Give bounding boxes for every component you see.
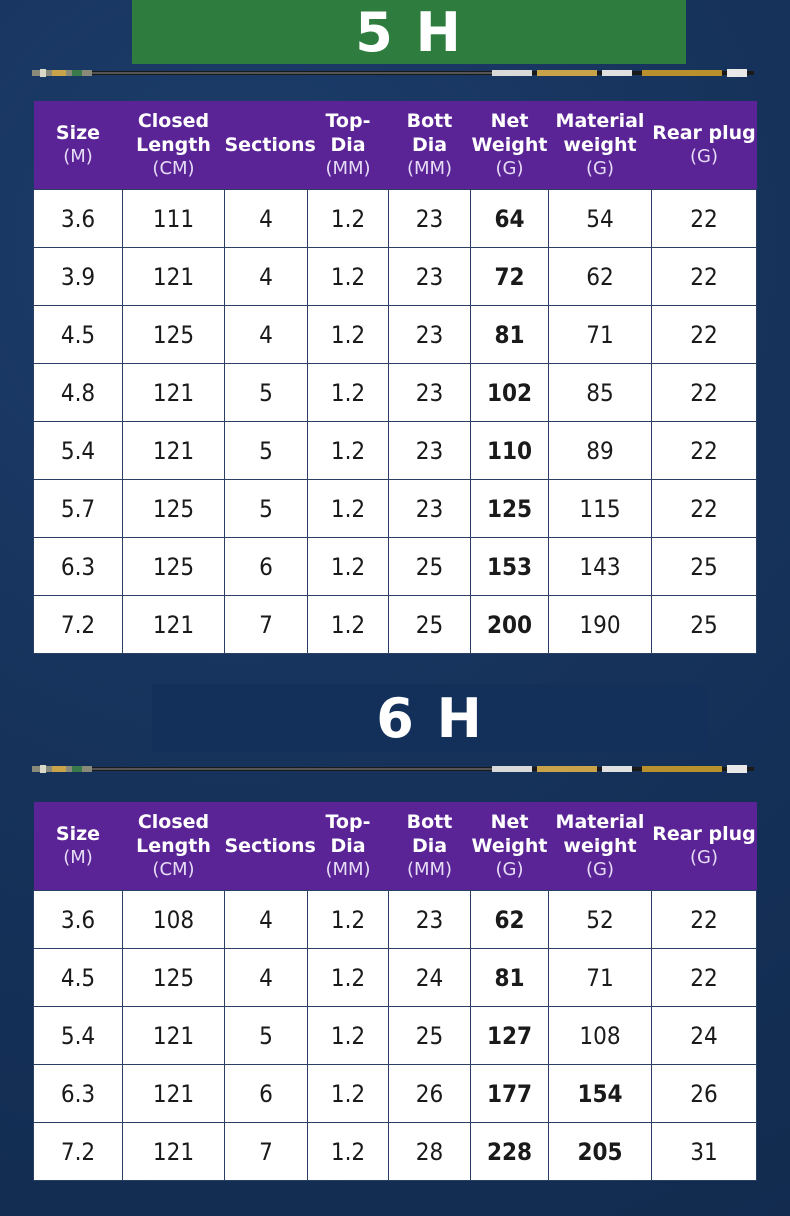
table-row xyxy=(34,596,757,654)
cell: 1.2 xyxy=(308,422,389,480)
cell: 28 xyxy=(389,1123,471,1181)
cell: 108 xyxy=(123,891,225,949)
cell: 26 xyxy=(652,1065,757,1123)
cell: 26 xyxy=(389,1065,471,1123)
cell: 190 xyxy=(549,596,652,654)
cell: 121 xyxy=(123,1123,225,1181)
cell: 121 xyxy=(123,422,225,480)
cell: 25 xyxy=(652,596,757,654)
header-size: Size (M) xyxy=(34,101,123,190)
cell: 6 xyxy=(225,1065,308,1123)
cell: 127 xyxy=(471,1007,549,1065)
header-net-weight: Net Weight (G) xyxy=(471,802,549,891)
header-closed-length: Closed Length (CM) xyxy=(123,802,225,891)
table-row xyxy=(34,248,757,306)
cell: 54 xyxy=(549,190,652,248)
cell: 5 xyxy=(225,480,308,538)
cell: 125 xyxy=(123,949,225,1007)
cell: 3.6 xyxy=(34,190,123,248)
header-sections: Sections xyxy=(225,101,308,190)
cell: 64 xyxy=(471,190,549,248)
cell: 22 xyxy=(652,190,757,248)
cell: 153 xyxy=(471,538,549,596)
cell: 121 xyxy=(123,1007,225,1065)
cell: 3.9 xyxy=(34,248,123,306)
cell: 1.2 xyxy=(308,306,389,364)
cell: 22 xyxy=(652,891,757,949)
cell: 1.2 xyxy=(308,596,389,654)
cell: 1.2 xyxy=(308,480,389,538)
cell: 5.4 xyxy=(34,1007,123,1065)
cell: 121 xyxy=(123,1065,225,1123)
cell: 22 xyxy=(652,480,757,538)
cell: 6.3 xyxy=(34,538,123,596)
cell: 24 xyxy=(652,1007,757,1065)
cell: 24 xyxy=(389,949,471,1007)
cell: 71 xyxy=(549,306,652,364)
cell: 1.2 xyxy=(308,1065,389,1123)
cell: 4 xyxy=(225,190,308,248)
cell: 23 xyxy=(389,190,471,248)
table-row xyxy=(34,891,757,949)
cell: 4 xyxy=(225,891,308,949)
fishing-rod-image xyxy=(32,67,754,79)
cell: 3.6 xyxy=(34,891,123,949)
cell: 4 xyxy=(225,248,308,306)
table-row xyxy=(34,306,757,364)
cell: 1.2 xyxy=(308,891,389,949)
cell: 121 xyxy=(123,248,225,306)
cell: 71 xyxy=(549,949,652,1007)
cell: 5.7 xyxy=(34,480,123,538)
cell: 72 xyxy=(471,248,549,306)
table-header-row xyxy=(34,802,757,891)
header-sections: Sections xyxy=(225,802,308,891)
table-header-row xyxy=(34,101,757,190)
cell: 1.2 xyxy=(308,248,389,306)
cell: 4.5 xyxy=(34,306,123,364)
cell: 81 xyxy=(471,949,549,1007)
cell: 85 xyxy=(549,364,652,422)
cell: 121 xyxy=(123,596,225,654)
cell: 5 xyxy=(225,364,308,422)
cell: 125 xyxy=(123,538,225,596)
cell: 23 xyxy=(389,480,471,538)
cell: 5.4 xyxy=(34,422,123,480)
cell: 81 xyxy=(471,306,549,364)
cell: 23 xyxy=(389,364,471,422)
cell: 154 xyxy=(549,1065,652,1123)
header-net-weight: Net Weight (G) xyxy=(471,101,549,190)
cell: 1.2 xyxy=(308,1007,389,1065)
header-rear-plug: Rear plug (G) xyxy=(652,101,757,190)
cell: 4.8 xyxy=(34,364,123,422)
cell: 121 xyxy=(123,364,225,422)
header-material-weight: Material weight (G) xyxy=(549,802,652,891)
table-row xyxy=(34,949,757,1007)
cell: 22 xyxy=(652,949,757,1007)
cell: 111 xyxy=(123,190,225,248)
cell: 23 xyxy=(389,248,471,306)
cell: 6 xyxy=(225,538,308,596)
cell: 102 xyxy=(471,364,549,422)
cell: 110 xyxy=(471,422,549,480)
cell: 52 xyxy=(549,891,652,949)
cell: 89 xyxy=(549,422,652,480)
header-closed-length: Closed Length (CM) xyxy=(123,101,225,190)
cell: 23 xyxy=(389,891,471,949)
cell: 4 xyxy=(225,949,308,1007)
cell: 22 xyxy=(652,248,757,306)
table-row xyxy=(34,190,757,248)
cell: 1.2 xyxy=(308,364,389,422)
cell: 25 xyxy=(652,538,757,596)
header-bott-dia: Bott Dia (MM) xyxy=(389,802,471,891)
cell: 23 xyxy=(389,422,471,480)
cell: 7.2 xyxy=(34,1123,123,1181)
header-top-dia: Top- Dia (MM) xyxy=(308,802,389,891)
cell: 115 xyxy=(549,480,652,538)
table-row xyxy=(34,538,757,596)
cell: 6.3 xyxy=(34,1065,123,1123)
cell: 228 xyxy=(471,1123,549,1181)
cell: 22 xyxy=(652,422,757,480)
cell: 5 xyxy=(225,1007,308,1065)
spec-table-5h xyxy=(33,101,757,654)
cell: 1.2 xyxy=(308,949,389,1007)
cell: 22 xyxy=(652,306,757,364)
cell: 108 xyxy=(549,1007,652,1065)
header-material-weight: Material weight (G) xyxy=(549,101,652,190)
table-row xyxy=(34,1123,757,1181)
cell: 25 xyxy=(389,596,471,654)
cell: 25 xyxy=(389,538,471,596)
cell: 125 xyxy=(471,480,549,538)
cell: 23 xyxy=(389,306,471,364)
cell: 1.2 xyxy=(308,190,389,248)
cell: 177 xyxy=(471,1065,549,1123)
cell: 31 xyxy=(652,1123,757,1181)
header-rear-plug: Rear plug (G) xyxy=(652,802,757,891)
spec-table-6h xyxy=(33,802,757,1181)
header-bott-dia: Bott Dia (MM) xyxy=(389,101,471,190)
cell: 22 xyxy=(652,364,757,422)
header-top-dia: Top- Dia (MM) xyxy=(308,101,389,190)
cell: 205 xyxy=(549,1123,652,1181)
table-row xyxy=(34,422,757,480)
cell: 200 xyxy=(471,596,549,654)
cell: 5 xyxy=(225,422,308,480)
cell: 7 xyxy=(225,1123,308,1181)
table-row xyxy=(34,364,757,422)
cell: 7.2 xyxy=(34,596,123,654)
cell: 125 xyxy=(123,480,225,538)
cell: 143 xyxy=(549,538,652,596)
header-size: Size (M) xyxy=(34,802,123,891)
cell: 4.5 xyxy=(34,949,123,1007)
cell: 1.2 xyxy=(308,1123,389,1181)
section-title-6h: 6 H xyxy=(152,684,708,752)
cell: 7 xyxy=(225,596,308,654)
table-row xyxy=(34,1065,757,1123)
cell: 1.2 xyxy=(308,538,389,596)
section-title-5h: 5 H xyxy=(132,0,686,64)
cell: 62 xyxy=(549,248,652,306)
table-row xyxy=(34,480,757,538)
table-row xyxy=(34,1007,757,1065)
cell: 62 xyxy=(471,891,549,949)
cell: 25 xyxy=(389,1007,471,1065)
fishing-rod-image xyxy=(32,763,754,775)
cell: 125 xyxy=(123,306,225,364)
cell: 4 xyxy=(225,306,308,364)
